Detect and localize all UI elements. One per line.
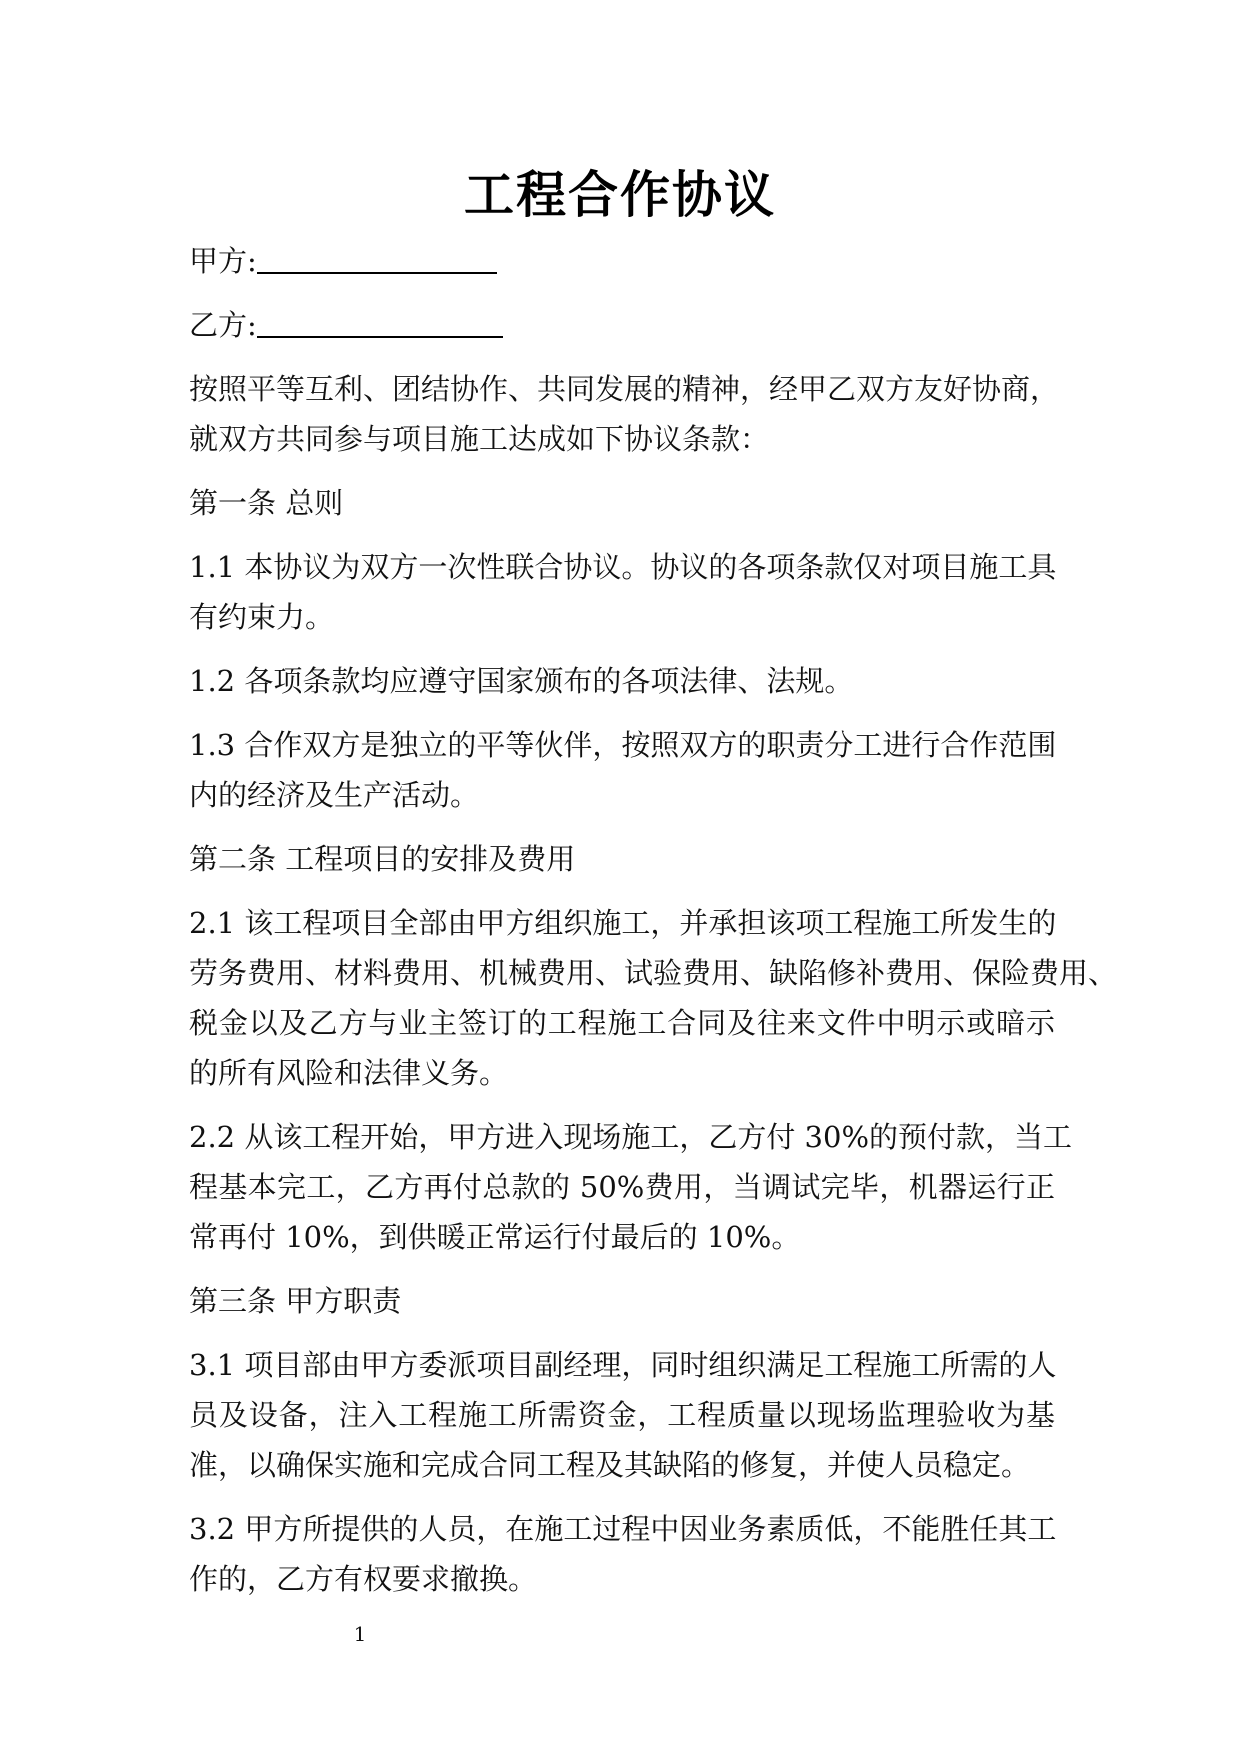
paragraph-line: 1.3 合作双方是独立的平等伙伴，按照双方的职责分工进行合作范围 [189, 728, 1057, 762]
paragraph-line: 准，以确保实施和完成合同工程及其缺陷的修复，并使人员稳定。 [189, 1448, 1031, 1482]
clause-2-2 [189, 1112, 1073, 1262]
paragraph-line: 内的经济及生产活动。 [189, 778, 480, 812]
article-1-heading: 第一条 总则 [189, 486, 344, 520]
party-b-line [189, 300, 1055, 350]
party-b-blank [257, 302, 503, 338]
clause-1-1 [189, 542, 1055, 642]
document-title: 工程合作协议 [464, 165, 776, 224]
paragraph-line: 就双方共同参与项目施工达成如下协议条款： [189, 422, 770, 456]
paragraph-line: 有约束力。 [189, 600, 335, 634]
party-a-blank [257, 238, 497, 274]
paragraph-line: 税金以及乙方与业主签订的工程施工合同及往来文件中明示或暗示 [189, 1006, 1055, 1040]
paragraph-line: 员及设备，注入工程施工所需资金，工程质量以现场监理验收为基 [189, 1398, 1055, 1432]
paragraph-line: 1.1 本协议为双方一次性联合协议。协议的各项条款仅对项目施工具 [189, 550, 1057, 584]
clause-2-1 [189, 898, 1118, 1098]
paragraph-line: 1.2 各项条款均应遵守国家颁布的各项法律、法规。 [189, 664, 854, 698]
clause-3-2 [189, 1504, 1055, 1604]
clause-1-2 [189, 656, 1055, 706]
document-body [189, 236, 1118, 1604]
page-number: 1 [353, 1622, 367, 1646]
paragraph-line: 程基本完工，乙方再付总款的 50%费用，当调试完毕，机器运行正 [189, 1170, 1055, 1204]
party-b-label: 乙方: [189, 308, 257, 342]
article-2-heading: 第二条 工程项目的安排及费用 [189, 842, 576, 876]
clause-1-3 [189, 720, 1055, 820]
paragraph-line: 2.1 该工程项目全部由甲方组织施工，并承担该项工程施工所发生的 [189, 906, 1057, 940]
paragraph-line: 3.2 甲方所提供的人员，在施工过程中因业务素质低，不能胜任其工 [189, 1512, 1057, 1546]
paragraph-line: 3.1 项目部由甲方委派项目副经理，同时组织满足工程施工所需的人 [189, 1348, 1057, 1382]
clause-3-1 [189, 1340, 1055, 1490]
party-a-line [189, 236, 1055, 286]
article-3-heading: 第三条 甲方职责 [189, 1284, 402, 1318]
paragraph-line: 按照平等互利、团结协作、共同发展的精神，经甲乙双方友好协商， [189, 372, 1060, 406]
paragraph-line: 劳务费用、材料费用、机械费用、试验费用、缺陷修补费用、保险费用、 [189, 956, 1118, 990]
paragraph-line: 的所有风险和法律义务。 [189, 1056, 509, 1090]
intro-paragraph [189, 364, 1060, 464]
paragraph-line: 常再付 10%，到供暖正常运行付最后的 10%。 [189, 1220, 801, 1254]
paragraph-line: 2.2 从该工程开始，甲方进入现场施工，乙方付 30%的预付款，当工 [189, 1120, 1073, 1154]
paragraph-line: 作的，乙方有权要求撤换。 [189, 1562, 538, 1596]
party-a-label: 甲方: [189, 244, 257, 278]
